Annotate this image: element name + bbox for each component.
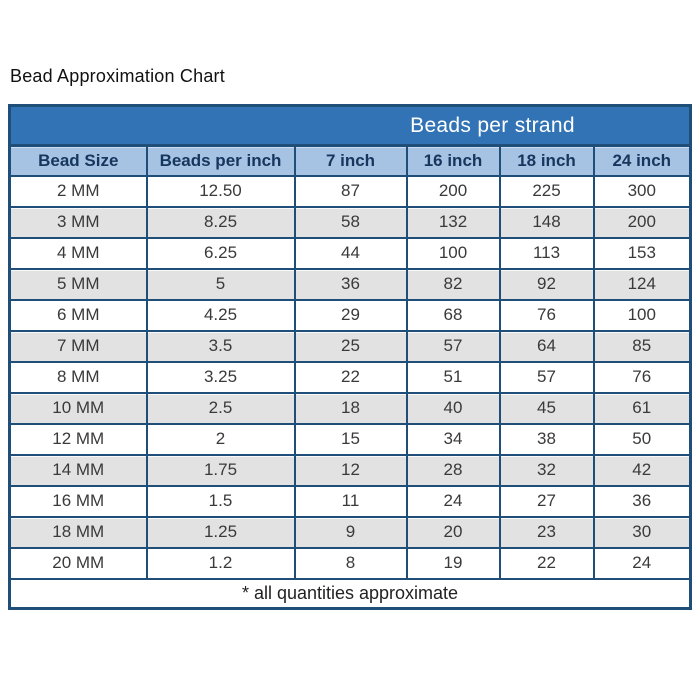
table-cell: 40: [407, 393, 500, 424]
bead-size-cell: 2 MM: [10, 176, 147, 207]
table-cell: 25: [295, 331, 407, 362]
table-row: [10, 548, 691, 579]
table-cell: 64: [500, 331, 594, 362]
table-cell: 82: [407, 269, 500, 300]
column-header: Beads per inch: [147, 146, 295, 176]
table-cell: 300: [594, 176, 691, 207]
table-cell: 225: [500, 176, 594, 207]
table-row: [10, 176, 691, 207]
table-cell: 15: [295, 424, 407, 455]
bead-size-cell: 10 MM: [10, 393, 147, 424]
table-cell: 44: [295, 238, 407, 269]
column-header-row: [10, 146, 691, 176]
table-row: [10, 331, 691, 362]
table-cell: 92: [500, 269, 594, 300]
table-cell: 29: [295, 300, 407, 331]
footnote-cell: * all quantities approximate: [10, 579, 691, 609]
bead-size-cell: 12 MM: [10, 424, 147, 455]
table-cell: 6.25: [147, 238, 295, 269]
table-cell: 24: [594, 548, 691, 579]
table-cell: 57: [500, 362, 594, 393]
table-cell: 124: [594, 269, 691, 300]
column-header: 18 inch: [500, 146, 594, 176]
table-cell: 57: [407, 331, 500, 362]
table-cell: 9: [295, 517, 407, 548]
bead-size-cell: 5 MM: [10, 269, 147, 300]
page-title: Bead Approximation Chart: [10, 66, 225, 86]
table-cell: 200: [594, 207, 691, 238]
bead-size-cell: 8 MM: [10, 362, 147, 393]
bead-size-cell: 7 MM: [10, 331, 147, 362]
table-row: [10, 424, 691, 455]
table-cell: 12.50: [147, 176, 295, 207]
footnote-row: [10, 579, 691, 609]
column-header: 16 inch: [407, 146, 500, 176]
bead-size-cell: 6 MM: [10, 300, 147, 331]
table-cell: 4.25: [147, 300, 295, 331]
table-cell: 1.25: [147, 517, 295, 548]
table-cell: 5: [147, 269, 295, 300]
table-cell: 8.25: [147, 207, 295, 238]
table-cell: 100: [407, 238, 500, 269]
table-cell: 11: [295, 486, 407, 517]
table-cell: 3.5: [147, 331, 295, 362]
table-cell: 8: [295, 548, 407, 579]
table-cell: 36: [594, 486, 691, 517]
table-cell: 38: [500, 424, 594, 455]
table-cell: 3.25: [147, 362, 295, 393]
banner-cell: [10, 106, 691, 146]
table-cell: 153: [594, 238, 691, 269]
table-row: [10, 455, 691, 486]
table-row: [10, 393, 691, 424]
table-row: [10, 300, 691, 331]
table-cell: 61: [594, 393, 691, 424]
table-cell: 2: [147, 424, 295, 455]
table-cell: 50: [594, 424, 691, 455]
table-cell: 30: [594, 517, 691, 548]
table-cell: 200: [407, 176, 500, 207]
table-cell: 32: [500, 455, 594, 486]
bead-size-cell: 14 MM: [10, 455, 147, 486]
table-cell: 2.5: [147, 393, 295, 424]
column-header: 24 inch: [594, 146, 691, 176]
table-cell: 24: [407, 486, 500, 517]
table-cell: 22: [295, 362, 407, 393]
table-cell: 19: [407, 548, 500, 579]
table-row: [10, 207, 691, 238]
table-cell: 148: [500, 207, 594, 238]
table-cell: 85: [594, 331, 691, 362]
table-cell: 113: [500, 238, 594, 269]
table-cell: 58: [295, 207, 407, 238]
table-row: [10, 486, 691, 517]
table-body: [10, 176, 691, 579]
table-cell: 12: [295, 455, 407, 486]
table-cell: 51: [407, 362, 500, 393]
table-cell: 132: [407, 207, 500, 238]
table-cell: 28: [407, 455, 500, 486]
table-row: [10, 238, 691, 269]
table-cell: 18: [295, 393, 407, 424]
table-cell: 42: [594, 455, 691, 486]
table-cell: 68: [407, 300, 500, 331]
table-cell: 76: [594, 362, 691, 393]
table-cell: 1.2: [147, 548, 295, 579]
bead-size-cell: 20 MM: [10, 548, 147, 579]
bead-size-cell: 3 MM: [10, 207, 147, 238]
table-row: [10, 517, 691, 548]
table-cell: 76: [500, 300, 594, 331]
table-cell: 22: [500, 548, 594, 579]
table-cell: 20: [407, 517, 500, 548]
table-cell: 1.5: [147, 486, 295, 517]
table-row: [10, 362, 691, 393]
table-cell: 27: [500, 486, 594, 517]
table-cell: 87: [295, 176, 407, 207]
column-header: 7 inch: [295, 146, 407, 176]
table-cell: 100: [594, 300, 691, 331]
table-cell: 1.75: [147, 455, 295, 486]
bead-size-cell: 18 MM: [10, 517, 147, 548]
table-row: [10, 269, 691, 300]
table-cell: 34: [407, 424, 500, 455]
table-cell: 23: [500, 517, 594, 548]
table-cell: 45: [500, 393, 594, 424]
banner-row: [10, 106, 691, 146]
table-cell: 36: [295, 269, 407, 300]
bead-approximation-table: [8, 104, 692, 610]
bead-size-cell: 4 MM: [10, 238, 147, 269]
banner-label: Beads per strand: [410, 113, 575, 137]
bead-size-cell: 16 MM: [10, 486, 147, 517]
column-header: Bead Size: [10, 146, 147, 176]
